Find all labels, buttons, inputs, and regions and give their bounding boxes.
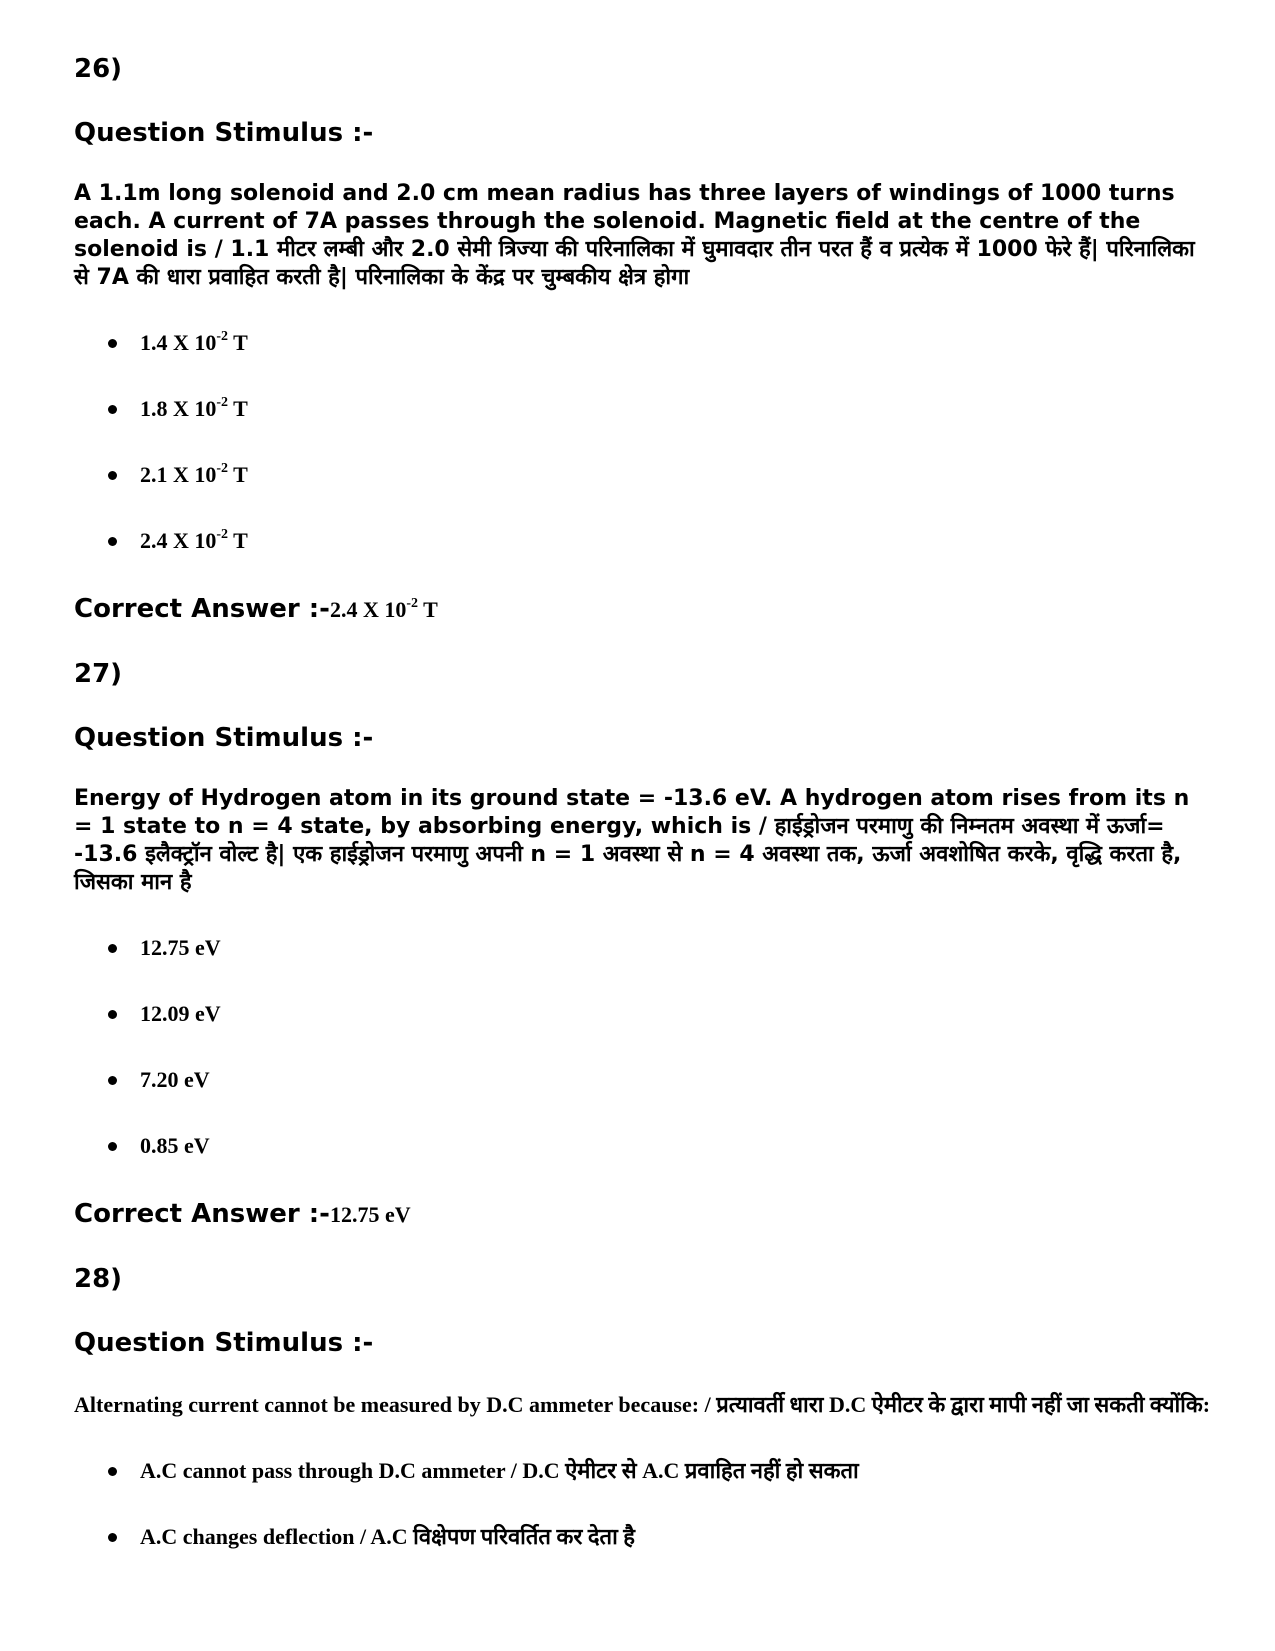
option-exponent: -2 [216, 460, 229, 476]
option-base: 1.4 X 10 [140, 330, 217, 355]
option-base: 2.1 X 10 [140, 462, 217, 487]
correct-answer [74, 1197, 1214, 1232]
option-item [74, 1065, 1214, 1095]
document-page [74, 52, 1214, 1588]
bullet-icon [108, 1142, 117, 1151]
bullet-icon [108, 537, 117, 546]
answer-unit: T [418, 597, 438, 622]
bullet-icon [108, 1533, 117, 1542]
options-list [74, 933, 1214, 1161]
question-stimulus-label: Question Stimulus :- [74, 1328, 374, 1358]
option-unit: T [228, 528, 248, 553]
option-item [74, 394, 1214, 424]
correct-answer-value: 12.75 eV [329, 1202, 411, 1227]
option-text: A.C cannot pass through D.C ammeter / D.C ऐमीटर से A.C प्रवाहित नहीं हो सकता [140, 1458, 859, 1483]
option-unit: T [228, 396, 248, 421]
option-text: 12.09 eV [140, 1001, 221, 1026]
options-list [74, 1456, 1214, 1552]
question-stimulus-label: Question Stimulus :- [74, 118, 374, 148]
question-stimulus-text: Alternating current cannot be measured by D.C ammeter because: / प्रत्यावर्ती धारा D.C ऐमीटर के द्वारा मापी नहीं जा सकती क्योंकि: [74, 1392, 1211, 1417]
question-stimulus-label: Question Stimulus :- [74, 723, 374, 753]
option-item [74, 328, 1214, 358]
option-item [74, 1522, 1214, 1552]
option-exponent: -2 [216, 394, 229, 410]
option-unit: T [228, 462, 248, 487]
answer-base: 2.4 X 10 [329, 597, 407, 622]
option-text: A.C changes deflection / A.C विक्षेपण परिवर्तित कर देता है [140, 1524, 635, 1549]
bullet-icon [108, 1076, 117, 1085]
question-number: 28) [74, 1264, 123, 1294]
option-text: 7.20 eV [140, 1067, 210, 1092]
answer-exponent: -2 [406, 595, 418, 611]
bullet-icon [108, 1467, 117, 1476]
correct-answer-label: Correct Answer :- [74, 1199, 330, 1229]
question-number: 26) [74, 54, 123, 84]
option-item [74, 526, 1214, 556]
option-text: 0.85 eV [140, 1133, 210, 1158]
option-item [74, 999, 1214, 1029]
option-item [74, 1456, 1214, 1486]
bullet-icon [108, 405, 117, 414]
correct-answer-value [330, 597, 438, 622]
question-number: 27) [74, 659, 123, 689]
options-list [74, 328, 1214, 556]
option-item [74, 460, 1214, 490]
option-exponent: -2 [216, 526, 229, 542]
question-stimulus-text: Energy of Hydrogen atom in its ground state = -13.6 eV. A hydrogen atom rises from its n = 1 state to n = 4 state, by absorbing energy, which is / हाईड्रोजन परमाणु की निम्नतम अवस्था में ऊर्जा= -13.6 इलैक्ट्रॉन वोल्ट है| एक हाईड्रोजन परमाणु अपनी n = 1 अवस्था से n = 4 अवस्था तक, ऊर्जा अवशोषित करके, वृद्धि करता है, जिसका मान है [74, 786, 1190, 895]
bullet-icon [108, 944, 117, 953]
option-text: 12.75 eV [140, 935, 221, 960]
question-28 [74, 1262, 1214, 1552]
correct-answer [74, 592, 1214, 627]
bullet-icon [108, 339, 117, 348]
correct-answer-label: Correct Answer :- [74, 594, 330, 624]
option-exponent: -2 [216, 328, 229, 344]
option-item [74, 933, 1214, 963]
bullet-icon [108, 471, 117, 480]
question-27 [74, 657, 1214, 1232]
option-base: 2.4 X 10 [140, 528, 217, 553]
question-26 [74, 52, 1214, 627]
option-base: 1.8 X 10 [140, 396, 217, 421]
bullet-icon [108, 1010, 117, 1019]
question-stimulus-text: A 1.1m long solenoid and 2.0 cm mean radius has three layers of windings of 1000 turns each. A current of 7A passes through the solenoid. Magnetic field at the centre of the solenoid is / 1.1 मीटर लम्बी और 2.0 सेमी त्रिज्या की परिनालिका में घुमावदार तीन परत हैं व प्रत्येक में 1000 फेरे हैं| परिनालिका से 7A की धारा प्रवाहित करती है| परिनालिका के केंद्र पर चुम्बकीय क्षेत्र होगा [74, 181, 1195, 290]
option-unit: T [228, 330, 248, 355]
option-item [74, 1131, 1214, 1161]
